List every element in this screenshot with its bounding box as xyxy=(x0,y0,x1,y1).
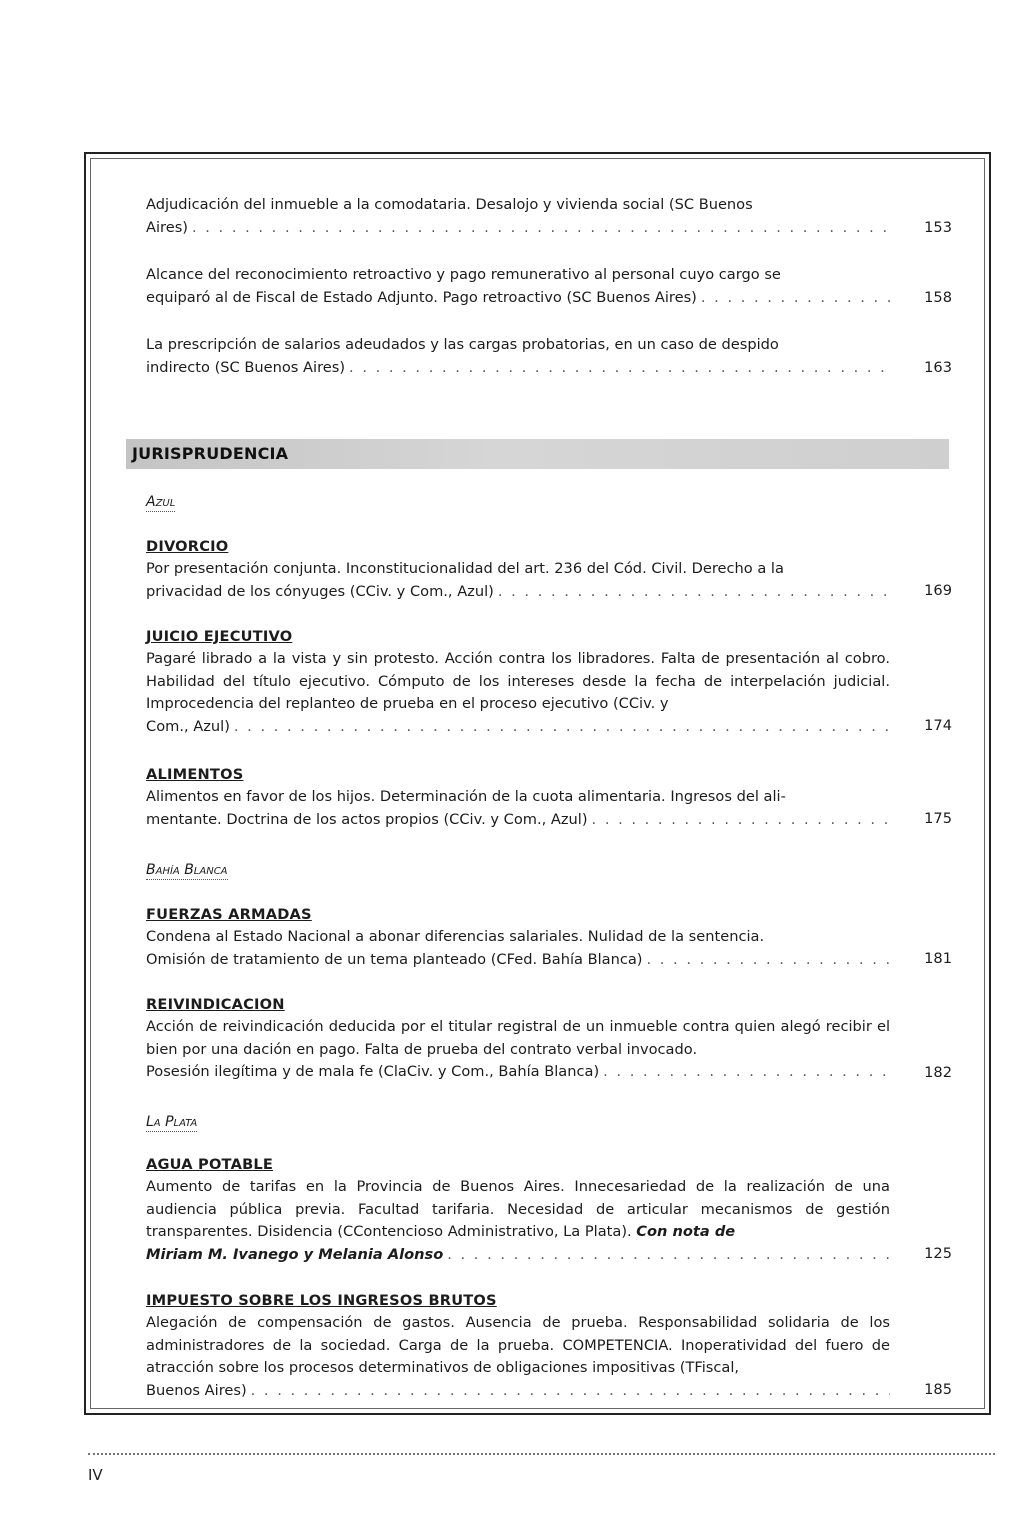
entry-leader-line xyxy=(146,716,890,739)
entry-heading: IMPUESTO SOBRE LOS INGRESOS BRUTOS xyxy=(146,1292,497,1309)
entry-text-body: Aumento de tarifas en la Provincia de Buenos Aires. Innecesariedad de la realización de una audiencia pública previa. Facultad tarifaria. Necesidad de articular mecanismos de gestión transparentes. Disidencia (CContencioso Administrativo, La Plata). xyxy=(146,1178,890,1240)
index-entry[interactable] xyxy=(146,994,890,1084)
dot-leader xyxy=(592,809,890,832)
entry-text: Alcance del reconocimiento retroactivo y pago remunerativo al personal cuyo cargo se xyxy=(146,266,781,283)
entry-leader-line xyxy=(146,949,890,972)
page-number: 181 xyxy=(924,950,952,967)
city-heading-bahia-blanca: Bahía Blanca xyxy=(146,862,228,878)
index-entry[interactable] xyxy=(146,764,890,831)
dot-leader xyxy=(192,217,890,240)
entry-leader-line xyxy=(146,581,890,604)
entry-text-end: Omisión de tratamiento de un tema planteado (CFed. Bahía Blanca) xyxy=(146,950,643,968)
entry-leader-line xyxy=(146,1244,890,1267)
index-entry[interactable] xyxy=(146,626,890,738)
entry-text-end: Buenos Aires) xyxy=(146,1381,247,1399)
entry-text-end: indirecto (SC Buenos Aires) xyxy=(146,358,346,376)
entry-heading: JUICIO EJECUTIVO xyxy=(146,628,293,645)
page-number: 182 xyxy=(924,1064,952,1081)
city-heading-la-plata: La Plata xyxy=(146,1114,198,1130)
index-frame xyxy=(84,152,991,1415)
dot-leader xyxy=(603,1061,890,1084)
entry-leader-line xyxy=(146,1380,890,1403)
page-number: 158 xyxy=(924,289,952,306)
page-number: 185 xyxy=(924,1381,952,1398)
page-number: 169 xyxy=(924,582,952,599)
entry-text: Condena al Estado Nacional a abonar diferencias salariales. Nulidad de la sentencia. xyxy=(146,928,765,945)
entry-text-end: Aires) xyxy=(146,218,188,236)
index-entry[interactable] xyxy=(146,194,890,239)
entry-text-end: privacidad de los cónyuges (CCiv. y Com., Azul) xyxy=(146,582,494,600)
entry-text-end: Com., Azul) xyxy=(146,717,230,735)
entry-text: Alimentos en favor de los hijos. Determinación de la cuota alimentaria. Ingresos del ali- xyxy=(146,788,786,805)
entry-leader-line xyxy=(146,357,890,380)
city-heading-azul: Azul xyxy=(146,494,176,510)
entry-heading: REIVINDICACION xyxy=(146,996,285,1013)
entry-text: Adjudicación del inmueble a la comodataria. Desalojo y vivienda social (SC Buenos xyxy=(146,196,753,213)
entry-text: Acción de reivindicación deducida por el titular registral de un inmueble contra quien alegó recibir el bien por una dación en pago. Falta de prueba del contrato verbal invocado. xyxy=(146,1018,890,1058)
entry-heading: ALIMENTOS xyxy=(146,766,244,783)
dot-leader xyxy=(498,581,890,604)
entry-text: Pagaré librado a la vista y sin protesto. Acción contra los libradores. Falta de presentación al cobro. Habilidad del título ejecutivo. Cómputo de los intereses desde la fecha de interpelación judicial. Improcedencia del replanteo de prueba en el proceso ejecutivo (CCiv. y xyxy=(146,650,890,712)
dot-leader xyxy=(701,287,890,310)
dot-leader xyxy=(251,1380,890,1403)
page-number: 174 xyxy=(924,717,952,734)
dot-leader xyxy=(234,716,890,739)
dot-leader xyxy=(447,1244,890,1267)
page-number: 175 xyxy=(924,810,952,827)
page-number: 153 xyxy=(924,219,952,236)
section-title: JURISPRUDENCIA xyxy=(132,444,289,463)
entry-leader-line xyxy=(146,287,890,310)
entry-text: Alegación de compensación de gastos. Ausencia de prueba. Responsabilidad solidaria de los administradores de la sociedad. Carga de la prueba. COMPETENCIA. Inoperatividad del fuero de atracción sobre los procesos determinativos de obligaciones impositivas (TFiscal, xyxy=(146,1314,890,1376)
index-entry[interactable] xyxy=(146,1290,890,1402)
entry-heading: AGUA POTABLE xyxy=(146,1156,274,1173)
page-folio: IV xyxy=(88,1466,103,1484)
entry-leader-line xyxy=(146,809,890,832)
index-entry[interactable] xyxy=(146,1154,890,1266)
entry-text: Por presentación conjunta. Inconstitucionalidad del art. 236 del Cód. Civil. Derecho a la xyxy=(146,560,784,577)
page-number: 125 xyxy=(924,1245,952,1262)
entry-note-label: Con nota de xyxy=(636,1223,736,1240)
entry-text: La prescripción de salarios adeudados y las cargas probatorias, en un caso de despido xyxy=(146,336,779,353)
index-entry[interactable] xyxy=(146,264,890,309)
index-entry[interactable] xyxy=(146,536,890,603)
page-number: 163 xyxy=(924,359,952,376)
index-entry[interactable] xyxy=(146,904,890,971)
section-header-bar xyxy=(126,439,949,469)
entry-heading: FUERZAS ARMADAS xyxy=(146,906,312,923)
dot-leader xyxy=(647,949,891,972)
entry-leader-line xyxy=(146,217,890,240)
dot-leader xyxy=(349,357,890,380)
entry-note-authors: Miriam M. Ivanego y Melania Alonso xyxy=(146,1245,444,1263)
entry-text-end: mentante. Doctrina de los actos propios (CCiv. y Com., Azul) xyxy=(146,810,588,828)
entry-leader-line xyxy=(146,1061,890,1084)
footer-dotted-rule xyxy=(88,1453,995,1455)
index-entry[interactable] xyxy=(146,334,890,379)
entry-text-end: Posesión ilegítima y de mala fe (ClaCiv. y Com., Bahía Blanca) xyxy=(146,1063,600,1080)
entry-heading: DIVORCIO xyxy=(146,538,229,555)
entry-text-end: equiparó al de Fiscal de Estado Adjunto. Pago retroactivo (SC Buenos Aires) xyxy=(146,288,697,306)
entry-text xyxy=(146,1176,890,1244)
